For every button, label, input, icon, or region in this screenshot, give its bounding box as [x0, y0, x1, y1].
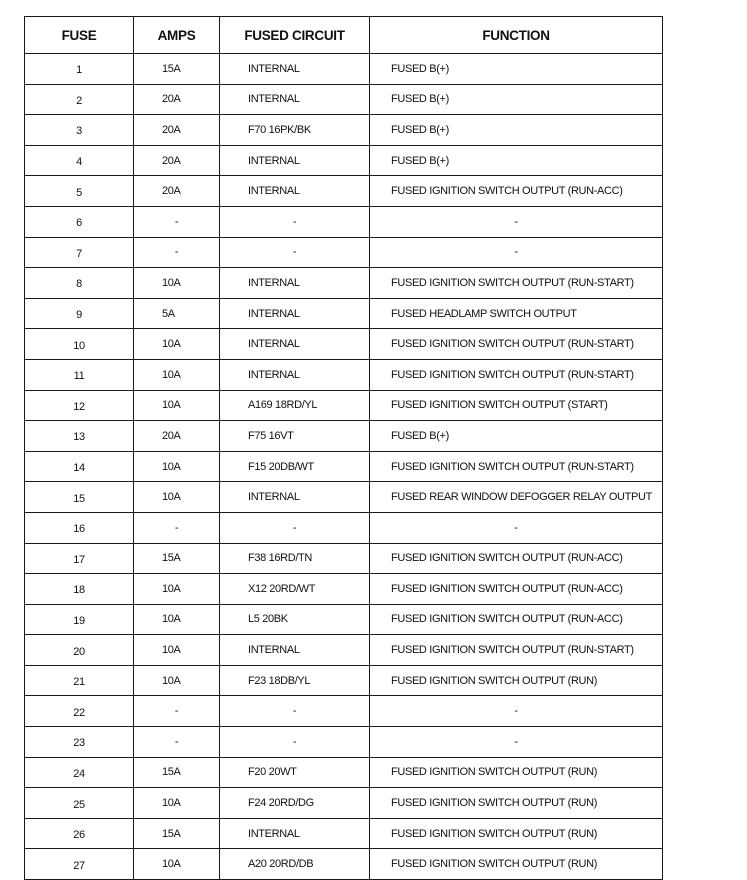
- header-fused-circuit: FUSED CIRCUIT: [220, 17, 370, 54]
- amps-cell: -: [134, 727, 220, 758]
- table-row: [25, 359, 663, 390]
- table-row: [25, 390, 663, 421]
- fuse-number-cell: 4: [25, 145, 134, 176]
- table-row: [25, 421, 663, 452]
- amps-cell: 10A: [134, 665, 220, 696]
- function-cell: FUSED IGNITION SWITCH OUTPUT (RUN-START): [370, 329, 663, 360]
- fuse-number-cell: 23: [25, 727, 134, 758]
- fuse-number-cell: 18: [25, 574, 134, 605]
- fuse-number-cell: 22: [25, 696, 134, 727]
- fused-circuit-cell: INTERNAL: [220, 268, 370, 299]
- function-cell: FUSED IGNITION SWITCH OUTPUT (RUN-START): [370, 451, 663, 482]
- fuse-number-cell: 2: [25, 84, 134, 115]
- function-cell: -: [370, 696, 663, 727]
- function-cell: FUSED B(+): [370, 421, 663, 452]
- amps-cell: 10A: [134, 574, 220, 605]
- fused-circuit-cell: INTERNAL: [220, 359, 370, 390]
- table-row: [25, 298, 663, 329]
- amps-cell: 15A: [134, 757, 220, 788]
- table-row: [25, 482, 663, 513]
- header-row: [25, 17, 663, 54]
- amps-cell: 20A: [134, 421, 220, 452]
- fused-circuit-cell: -: [220, 512, 370, 543]
- fuse-number-cell: 24: [25, 757, 134, 788]
- fuse-number-cell: 9: [25, 298, 134, 329]
- fused-circuit-cell: INTERNAL: [220, 329, 370, 360]
- fused-circuit-cell: INTERNAL: [220, 298, 370, 329]
- table-row: [25, 604, 663, 635]
- amps-cell: 20A: [134, 176, 220, 207]
- fused-circuit-cell: F75 16VT: [220, 421, 370, 452]
- amps-cell: 10A: [134, 849, 220, 880]
- fuse-number-cell: 14: [25, 451, 134, 482]
- function-cell: FUSED IGNITION SWITCH OUTPUT (RUN): [370, 849, 663, 880]
- function-cell: FUSED B(+): [370, 145, 663, 176]
- fused-circuit-cell: INTERNAL: [220, 84, 370, 115]
- fuse-number-cell: 27: [25, 849, 134, 880]
- fused-circuit-cell: -: [220, 206, 370, 237]
- table-row: [25, 206, 663, 237]
- fused-circuit-cell: L5 20BK: [220, 604, 370, 635]
- table-row: [25, 665, 663, 696]
- header-function: FUNCTION: [370, 17, 663, 54]
- fuse-number-cell: 5: [25, 176, 134, 207]
- fused-circuit-cell: F15 20DB/WT: [220, 451, 370, 482]
- fuse-number-cell: 15: [25, 482, 134, 513]
- fused-circuit-cell: A20 20RD/DB: [220, 849, 370, 880]
- amps-cell: 10A: [134, 329, 220, 360]
- fuse-number-cell: 7: [25, 237, 134, 268]
- function-cell: FUSED IGNITION SWITCH OUTPUT (RUN-ACC): [370, 176, 663, 207]
- function-cell: FUSED B(+): [370, 84, 663, 115]
- amps-cell: 20A: [134, 84, 220, 115]
- fuse-number-cell: 1: [25, 54, 134, 85]
- function-cell: -: [370, 206, 663, 237]
- table-row: [25, 849, 663, 880]
- table-row: [25, 145, 663, 176]
- table-row: [25, 788, 663, 819]
- function-cell: -: [370, 237, 663, 268]
- header-fuse: FUSE: [25, 17, 134, 54]
- amps-cell: -: [134, 696, 220, 727]
- amps-cell: 10A: [134, 390, 220, 421]
- amps-cell: 10A: [134, 482, 220, 513]
- fused-circuit-cell: INTERNAL: [220, 145, 370, 176]
- table-row: [25, 84, 663, 115]
- amps-cell: 10A: [134, 604, 220, 635]
- table-body: [25, 54, 663, 880]
- fused-circuit-cell: A169 18RD/YL: [220, 390, 370, 421]
- function-cell: FUSED REAR WINDOW DEFOGGER RELAY OUTPUT: [370, 482, 663, 513]
- fused-circuit-cell: INTERNAL: [220, 482, 370, 513]
- table-row: [25, 115, 663, 146]
- fused-circuit-cell: INTERNAL: [220, 54, 370, 85]
- table-row: [25, 757, 663, 788]
- fuse-number-cell: 26: [25, 818, 134, 849]
- fused-circuit-cell: INTERNAL: [220, 818, 370, 849]
- fused-circuit-cell: INTERNAL: [220, 635, 370, 666]
- table-row: [25, 727, 663, 758]
- function-cell: FUSED B(+): [370, 54, 663, 85]
- amps-cell: 20A: [134, 115, 220, 146]
- function-cell: FUSED IGNITION SWITCH OUTPUT (RUN-START): [370, 268, 663, 299]
- fused-circuit-cell: F38 16RD/TN: [220, 543, 370, 574]
- fuse-number-cell: 20: [25, 635, 134, 666]
- function-cell: -: [370, 727, 663, 758]
- amps-cell: 10A: [134, 359, 220, 390]
- fuse-number-cell: 25: [25, 788, 134, 819]
- fused-circuit-cell: -: [220, 696, 370, 727]
- fuse-number-cell: 17: [25, 543, 134, 574]
- fused-circuit-cell: -: [220, 727, 370, 758]
- amps-cell: 15A: [134, 54, 220, 85]
- amps-cell: 10A: [134, 635, 220, 666]
- fuse-number-cell: 8: [25, 268, 134, 299]
- function-cell: FUSED IGNITION SWITCH OUTPUT (RUN): [370, 757, 663, 788]
- fuse-number-cell: 11: [25, 359, 134, 390]
- function-cell: FUSED IGNITION SWITCH OUTPUT (RUN-ACC): [370, 604, 663, 635]
- amps-cell: -: [134, 206, 220, 237]
- fuse-number-cell: 13: [25, 421, 134, 452]
- table-row: [25, 268, 663, 299]
- amps-cell: 10A: [134, 268, 220, 299]
- table-row: [25, 635, 663, 666]
- amps-cell: 15A: [134, 543, 220, 574]
- fused-circuit-cell: F70 16PK/BK: [220, 115, 370, 146]
- table-row: [25, 451, 663, 482]
- table-row: [25, 574, 663, 605]
- fuse-number-cell: 19: [25, 604, 134, 635]
- table-row: [25, 543, 663, 574]
- fused-circuit-cell: X12 20RD/WT: [220, 574, 370, 605]
- amps-cell: 10A: [134, 451, 220, 482]
- amps-cell: 20A: [134, 145, 220, 176]
- function-cell: FUSED HEADLAMP SWITCH OUTPUT: [370, 298, 663, 329]
- amps-cell: 15A: [134, 818, 220, 849]
- function-cell: FUSED IGNITION SWITCH OUTPUT (RUN-ACC): [370, 574, 663, 605]
- table-row: [25, 176, 663, 207]
- fused-circuit-cell: F24 20RD/DG: [220, 788, 370, 819]
- amps-cell: 10A: [134, 788, 220, 819]
- table-row: [25, 237, 663, 268]
- amps-cell: -: [134, 512, 220, 543]
- function-cell: FUSED IGNITION SWITCH OUTPUT (RUN-START): [370, 359, 663, 390]
- header-amps: AMPS: [134, 17, 220, 54]
- table-row: [25, 329, 663, 360]
- fused-circuit-cell: -: [220, 237, 370, 268]
- function-cell: FUSED IGNITION SWITCH OUTPUT (RUN): [370, 788, 663, 819]
- function-cell: FUSED IGNITION SWITCH OUTPUT (RUN): [370, 818, 663, 849]
- function-cell: FUSED IGNITION SWITCH OUTPUT (RUN): [370, 665, 663, 696]
- fuse-number-cell: 3: [25, 115, 134, 146]
- function-cell: FUSED IGNITION SWITCH OUTPUT (RUN-START): [370, 635, 663, 666]
- amps-cell: 5A: [134, 298, 220, 329]
- fuse-number-cell: 16: [25, 512, 134, 543]
- table-row: [25, 696, 663, 727]
- function-cell: FUSED B(+): [370, 115, 663, 146]
- amps-cell: -: [134, 237, 220, 268]
- fuse-table: [24, 16, 663, 880]
- fused-circuit-cell: F20 20WT: [220, 757, 370, 788]
- fuse-number-cell: 12: [25, 390, 134, 421]
- table-row: [25, 512, 663, 543]
- fuse-number-cell: 6: [25, 206, 134, 237]
- fused-circuit-cell: INTERNAL: [220, 176, 370, 207]
- function-cell: FUSED IGNITION SWITCH OUTPUT (RUN-ACC): [370, 543, 663, 574]
- function-cell: -: [370, 512, 663, 543]
- table-row: [25, 818, 663, 849]
- fuse-number-cell: 10: [25, 329, 134, 360]
- fused-circuit-cell: F23 18DB/YL: [220, 665, 370, 696]
- function-cell: FUSED IGNITION SWITCH OUTPUT (START): [370, 390, 663, 421]
- table-row: [25, 54, 663, 85]
- fuse-number-cell: 21: [25, 665, 134, 696]
